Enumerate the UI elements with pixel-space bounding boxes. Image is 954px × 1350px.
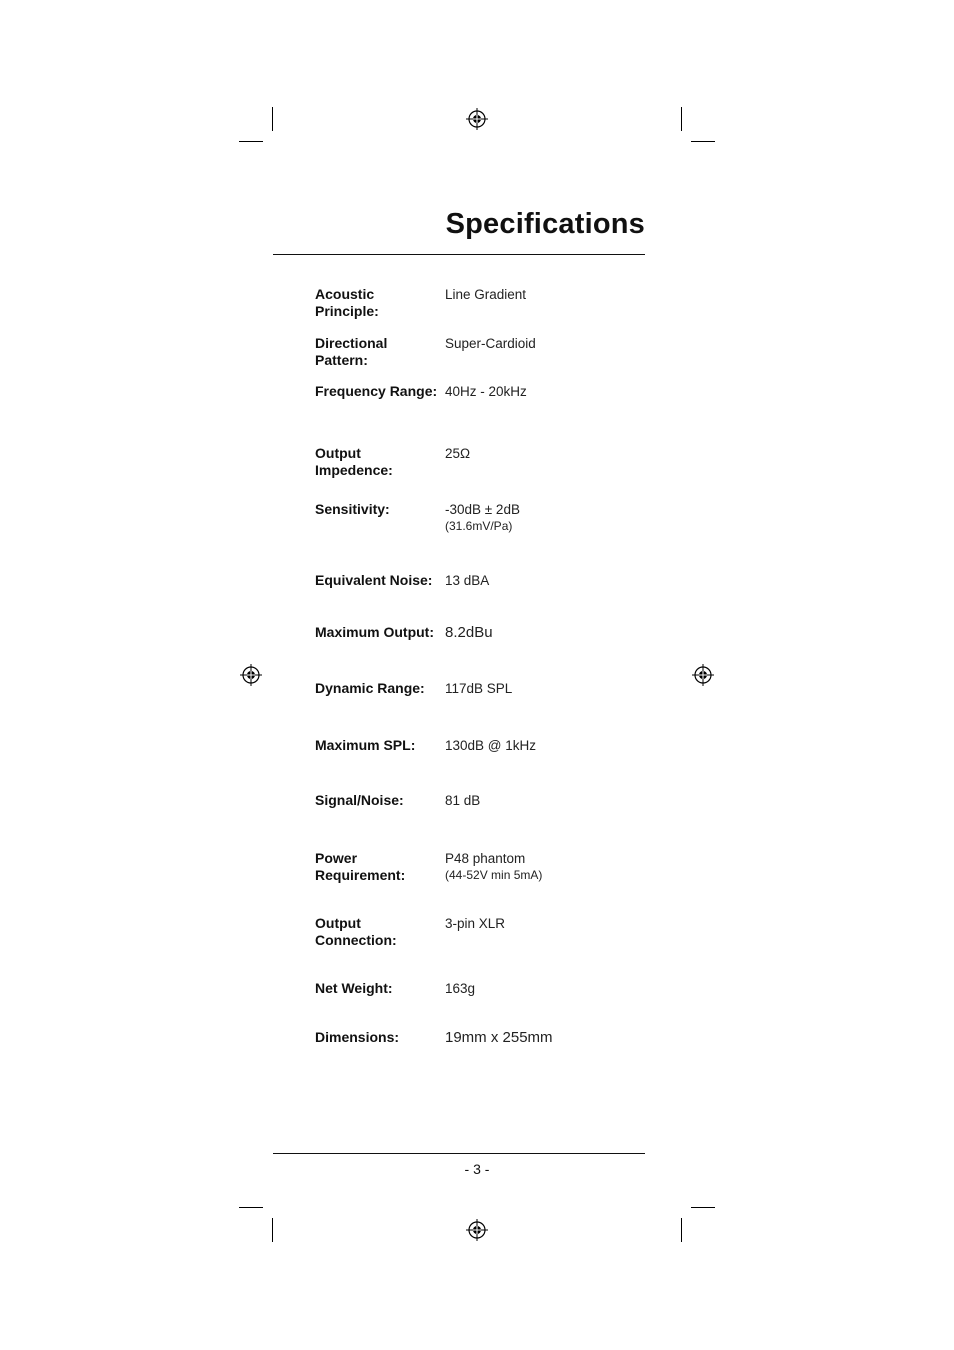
registration-mark-icon [466,108,488,130]
spec-value: 19mm x 255mm [445,1029,553,1046]
crop-mark [272,1218,273,1242]
spec-label: Output Connection: [315,915,397,948]
footer-rule [273,1153,645,1154]
registration-mark-icon [466,1219,488,1241]
crop-mark [239,141,263,142]
spec-value: 40Hz - 20kHz [445,384,527,399]
page-title: Specifications [445,208,645,240]
crop-mark [691,141,715,142]
spec-value: Super-Cardioid [445,336,536,351]
spec-label: Maximum Output: [315,624,434,640]
spec-value: 117dB SPL [445,681,513,696]
spec-label: Dynamic Range: [315,680,425,696]
spec-label: Acoustic Principle: [315,286,379,319]
spec-value: 130dB @ 1kHz [445,738,536,753]
spec-value: Line Gradient [445,287,527,302]
spec-label: Net Weight: [315,980,393,996]
spec-label: Power Requirement: [315,850,406,883]
crop-mark [681,1218,682,1242]
spec-label: Directional Pattern: [315,335,388,368]
spec-label: Signal/Noise: [315,792,404,808]
registration-mark-icon [240,664,262,686]
spec-label: Dimensions: [315,1029,400,1045]
crop-mark [681,107,682,131]
spec-label: Frequency Range: [315,383,438,399]
page-number: - 3 - [464,1161,490,1177]
crop-mark [691,1207,715,1208]
crop-mark [272,107,273,131]
registration-mark-icon [692,664,714,686]
spec-label: Sensitivity: [315,501,390,517]
crop-mark [239,1207,263,1208]
spec-value: 8.2dBu [445,624,493,641]
spec-label: Equivalent Noise: [315,572,433,588]
spec-value: 13 dBA [445,573,490,588]
spec-value: 81 dB [445,793,481,808]
title-rule [273,254,645,255]
spec-value: 25Ω [445,446,471,461]
spec-label: Maximum SPL: [315,737,416,753]
spec-value: 163g [445,981,476,996]
spec-label: Output Impedence: [315,445,393,478]
spec-value: P48 phantom (44-52V min 5mA) [445,851,543,882]
spec-value: -30dB ± 2dB (31.6mV/Pa) [445,502,520,533]
spec-value: 3-pin XLR [445,916,506,931]
